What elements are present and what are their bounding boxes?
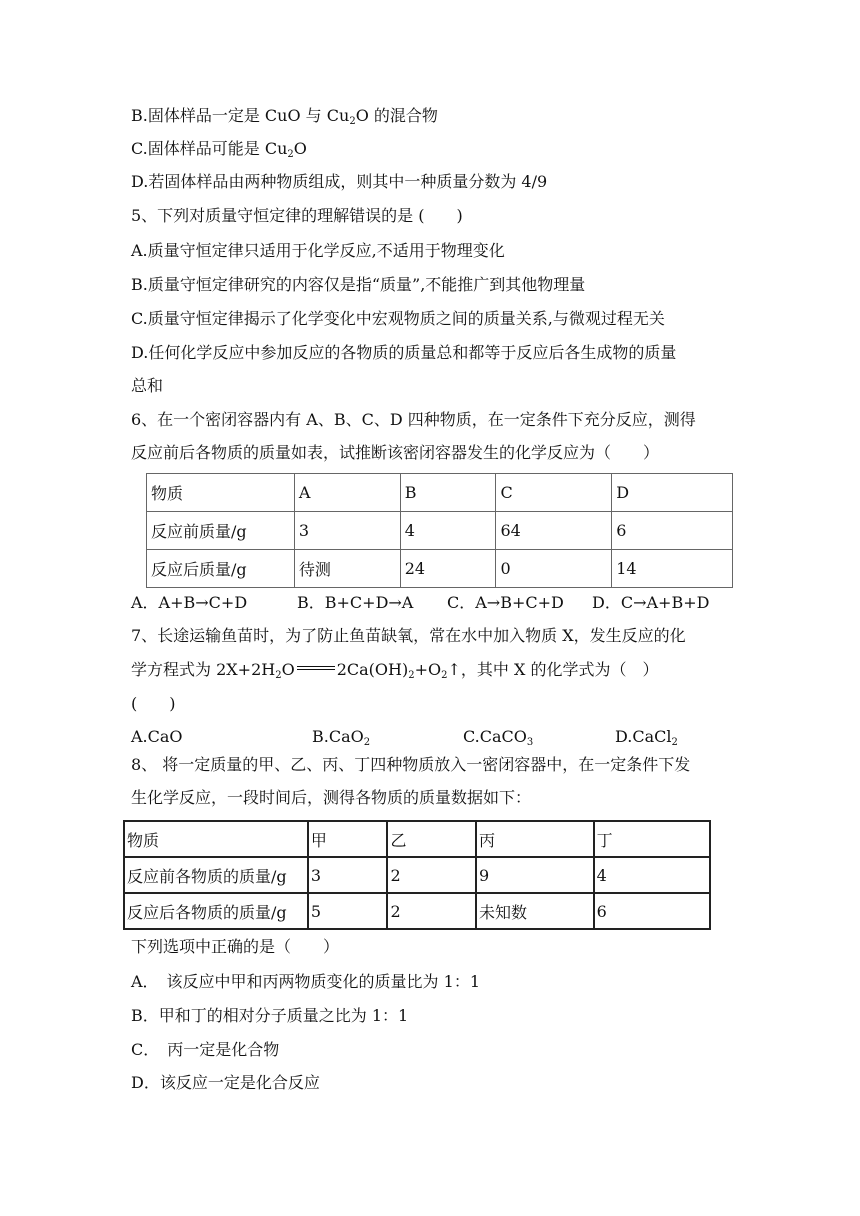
table-cell: 反应前质量/g xyxy=(147,512,295,550)
q7-equation: 学方程式为 $2X+2H_2O$ $2Ca(OH)_2+O_2↑$，其中 X 的化学式为（ ） xyxy=(131,660,659,681)
q6-stem-line2: 反应前后各物质的质量如表，试推断该密闭容器发生的化学反应为（ ） xyxy=(131,443,660,462)
q6-stem-line1: 6、在一个密闭容器内有 A、B、C、D 四种物质，在一定条件下充分反应，测得 xyxy=(131,410,696,429)
q7-stem-line1: 7、长途运输鱼苗时，为了防止鱼苗缺氧，常在水中加入物质 X，发生反应的化 xyxy=(131,626,686,645)
table-cell: 反应后各物质的质量/g xyxy=(124,893,308,929)
table-row xyxy=(124,893,710,929)
q5-option-d-line1: D.任何化学反应中参加反应的各物质的质量总和都等于反应后各生成物的质量 xyxy=(131,343,677,362)
table-cell: 64 xyxy=(496,512,612,550)
table-cell: C xyxy=(496,474,612,512)
table-cell: 0 xyxy=(496,550,612,588)
q8-option-d: D．该反应一定是化合反应 xyxy=(131,1073,320,1092)
q6-table xyxy=(146,473,733,588)
table-cell: 未知数 xyxy=(476,893,594,929)
table-row xyxy=(124,857,710,893)
q6-option-d: D．C→A+B+D xyxy=(592,593,710,612)
table-cell: 5 xyxy=(308,893,388,929)
table-cell: 3 xyxy=(308,857,388,893)
q4-option-b: B.固体样品一定是 CuO 与 $Cu_2O$ 的混合物 xyxy=(131,106,438,127)
table-cell: 24 xyxy=(400,550,496,588)
table-cell: 物质 xyxy=(147,474,295,512)
table-cell: 6 xyxy=(612,512,733,550)
q4-option-c: C.固体样品可能是 $Cu_2O$ xyxy=(131,139,307,160)
table-cell: D xyxy=(612,474,733,512)
table-cell: 丁 xyxy=(594,821,710,857)
q6-option-a: A．A+B→C+D xyxy=(131,593,248,612)
q7-option-b: B.CaO$_2$ xyxy=(312,727,371,748)
table-cell: 2 xyxy=(387,857,476,893)
table-row xyxy=(124,821,710,857)
table-cell: 14 xyxy=(612,550,733,588)
q5-option-d-line2: 总和 xyxy=(131,376,164,395)
table-cell: B xyxy=(400,474,496,512)
table-cell: 4 xyxy=(400,512,496,550)
q8-stem-line1: 8、 将一定质量的甲、乙、丙、丁四种物质放入一密闭容器中，在一定条件下发 xyxy=(131,755,691,774)
table-row xyxy=(147,512,733,550)
table-row xyxy=(147,474,733,512)
table-cell: 反应后质量/g xyxy=(147,550,295,588)
table-cell: 反应前各物质的质量/g xyxy=(124,857,308,893)
q7-option-d: D.CaCl$_2$ xyxy=(615,727,678,748)
q5-option-a: A.质量守恒定律只适用于化学反应,不适用于物理变化 xyxy=(131,241,505,260)
table-cell: 6 xyxy=(594,893,710,929)
table-row xyxy=(147,550,733,588)
table-cell: 物质 xyxy=(124,821,308,857)
q8-option-b: B．甲和丁的相对分子质量之比为 1：1 xyxy=(131,1006,409,1025)
q6-option-b: B．B+C+D→A xyxy=(297,593,414,612)
table-cell: 甲 xyxy=(308,821,388,857)
equals-sign-icon xyxy=(297,665,335,673)
q7-option-c: C.CaCO$_3$ xyxy=(463,727,534,748)
q8-stem-line2: 生化学反应，一段时间后，测得各物质的质量数据如下： xyxy=(131,788,532,807)
q8-option-c: C． 丙一定是化合物 xyxy=(131,1040,280,1059)
table-cell: 丙 xyxy=(476,821,594,857)
table-cell: 4 xyxy=(594,857,710,893)
table-cell: 3 xyxy=(294,512,400,550)
q4-option-d: D.若固体样品由两种物质组成，则其中一种质量分数为 4/9 xyxy=(131,172,548,191)
table-cell: 乙 xyxy=(387,821,476,857)
q5-stem: 5、下列对质量守恒定律的理解错误的是 ( ) xyxy=(131,206,463,225)
table-cell: A xyxy=(294,474,400,512)
q7-blank: ( ) xyxy=(131,694,176,713)
table-cell: 2 xyxy=(387,893,476,929)
table-cell: 9 xyxy=(476,857,594,893)
table-cell: 待测 xyxy=(294,550,400,588)
q8-option-a: A． 该反应中甲和丙两物质变化的质量比为 1：1 xyxy=(131,972,481,991)
q5-option-b: B.质量守恒定律研究的内容仅是指“质量”,不能推广到其他物理量 xyxy=(131,275,586,294)
q7-option-a: A.CaO xyxy=(131,727,183,746)
q5-option-c: C.质量守恒定律揭示了化学变化中宏观物质之间的质量关系,与微观过程无关 xyxy=(131,309,665,328)
q8-prompt: 下列选项中正确的是（ ） xyxy=(131,937,340,956)
q8-table xyxy=(123,820,711,930)
q6-option-c: C．A→B+C+D xyxy=(447,593,564,612)
